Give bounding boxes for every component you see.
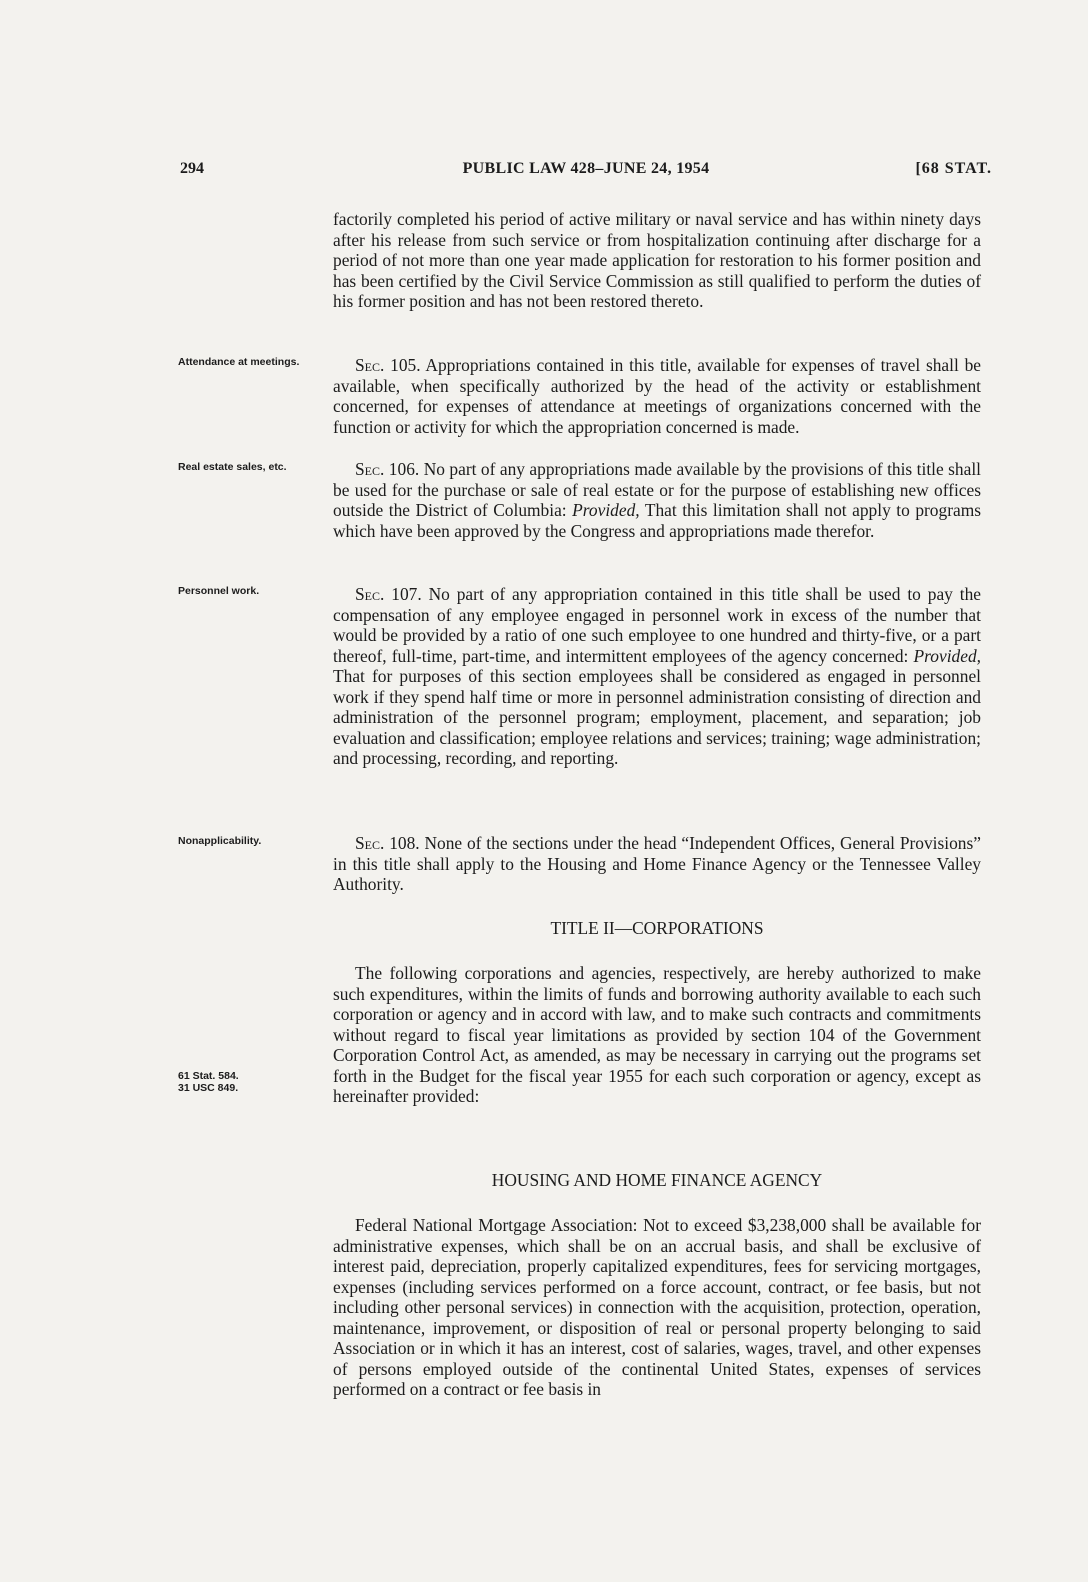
title-ii-heading: TITLE II—CORPORATIONS <box>550 918 764 938</box>
margin-note-attendance: Attendance at meetings. <box>178 356 300 368</box>
sec-108-label: Sec. 108. <box>355 833 420 853</box>
margin-note-real-estate: Real estate sales, etc. <box>178 461 287 473</box>
sec-107-provided: Provided, <box>913 645 981 666</box>
sec-105-label: Sec. 105. <box>355 355 421 375</box>
section-108 <box>333 833 981 895</box>
agency-heading: HOUSING AND HOME FINANCE AGENCY <box>491 1170 823 1190</box>
page-header <box>180 160 992 186</box>
sec-106-label: Sec. 106. <box>355 459 420 479</box>
margin-note-personnel: Personnel work. <box>178 585 260 597</box>
sec-107-text-b: That for purposes of this section employees shall be considered as engaged in personnel work if they spend half time or more in personnel administration consisting of direction and administration of the personnel program; employment, placement, and separation; job evaluation and classification; employee relations and services; training; wage administration; and processing, recording, and reporting. <box>333 666 981 768</box>
running-title: PUBLIC LAW 428–JUNE 24, 1954 <box>462 160 710 177</box>
continuation-paragraph: factorily completed his period of active military or naval service and has within ninety days after his release from such service or from hospitalization continuing after discharge for a period of not more than one year made application for restoration to his former position and has been certified by the Civil Service Commission as still qualified to perform the duties of his former position and has not been restored thereto. <box>333 209 981 311</box>
margin-note-nonapplicability: Nonapplicability. <box>178 835 262 847</box>
sec-106-text-b: That this limitation shall not apply to programs which have been approved by the Congress and appropriations made therefor. <box>333 500 982 541</box>
sec-105-text: Appropriations contained in this title, available for expenses of travel shall be available, when specifically authorized by the head of the activity or establishment concerned, for expenses of attendance at meetings of organizations concerned with the function or activity for which the appropriation concerned is made. <box>333 355 982 437</box>
fnma-paragraph: Federal National Mortgage Association: Not to exceed $3,238,000 shall be available for administrative expenses, which shall be on an accrual basis, and shall be exclusive of interest paid, depreciation, properly capitalized expenditures, fees for servicing mortgages, expenses (including services performed on a force account, contract, or fee basis, but not including other personal services) in connection with the acquisition, protection, operation, maintenance, improvement, or disposition of real or personal property belonging to said Association or in which it has an interest, cost of salaries, wages, travel, and other expenses of persons employed outside of the continental United States, expenses of services performed on a contract or fee basis in <box>333 1215 981 1399</box>
sec-106-provided: Provided, <box>572 500 640 520</box>
sec-108-text: None of the sections under the head “Independent Offices, General Provisions” in this title shall apply to the Housing and Home Finance Agency or the Tennessee Valley Authority. <box>333 833 981 894</box>
sec-107-text-a: No part of any appropriation contained in this title shall be used to pay the compensation of any employee engaged in personnel work in excess of the number that would be provided by a ratio of one such employee to one hundred and thirty-five, or a part thereof, full-time, part-time, and intermittent employees of the agency concerned: <box>333 584 981 666</box>
page-number: 294 <box>180 160 204 177</box>
section-106 <box>333 459 981 541</box>
section-107 <box>333 584 981 769</box>
section-105 <box>333 355 981 437</box>
margin-note-citation <box>178 1070 323 1094</box>
sec-106-text-a: No part of any appropriations made available by the provisions of this title shall be used for the purchase or sale of real estate or for the purpose of establishing new offices outside the District of Columbia: <box>333 459 982 520</box>
citation-line-2: 31 USC 849. <box>178 1082 239 1094</box>
citation-line-1: 61 Stat. 584. <box>178 1070 239 1082</box>
sec-107-label: Sec. 107. <box>355 584 422 604</box>
title-ii-paragraph: The following corporations and agencies, respectively, are hereby authorized to make such expenditures, within the limits of funds and borrowing authority available to each such corporation or agency and in accord with law, and to make such contracts and commitments without regard to fiscal year limitations as provided by section 104 of the Government Corporation Control Act, as amended, as may be necessary in carrying out the programs set forth in the Budget for the fiscal year 1955 for each such corporation or agency, except as hereinafter provided: <box>333 963 981 1106</box>
statute-reference: [68 STAT. <box>915 160 992 177</box>
